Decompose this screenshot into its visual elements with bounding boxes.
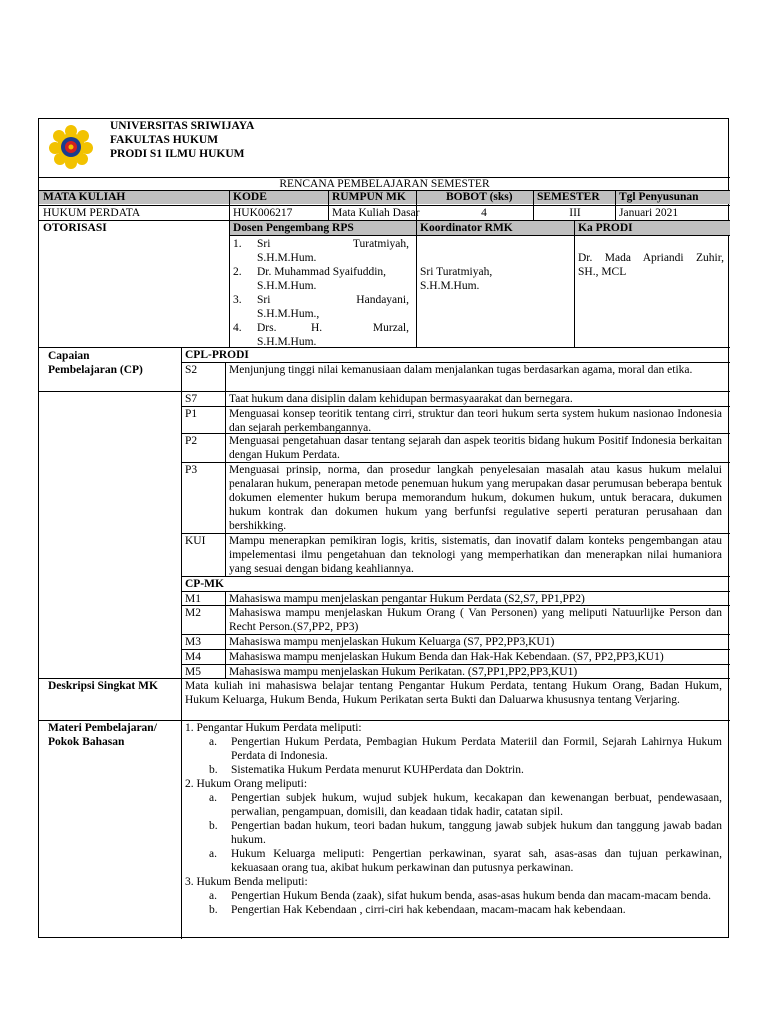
- cpl-text: Taat hukum dana disiplin dalam kehidupan bermasyaarakat dan bernegara.: [229, 393, 573, 405]
- col-semester: SEMESTER: [537, 191, 600, 203]
- materi-item: b. Sistematika Hukum Perdata menurut KUHPerdata dan Doktrin.: [209, 764, 524, 776]
- prodi-name: PRODI S1 ILMU HUKUM: [110, 148, 245, 160]
- cpl-code: S2: [185, 364, 198, 376]
- cpl-text: Menguasai konsep teoritik tentang cirri, struktur dan teori hukum serta system hukum nasionao Indonesia dan sejarah perkembangannya.: [229, 408, 722, 434]
- deskripsi-text: Mata kuliah ini mahasiswa belajar tentang Pengantar Hukum Perdata, tentang Hukum Orang, Badan Hukum, Hukum Keluarga, Hukum Benda, Hukum Perikatan serta Bukti dan Daluarwa khususnya tentang Verjaring.: [185, 680, 722, 706]
- cpmk-text: Mahasiswa mampu menjelaskan Hukum Orang ( Van Personen) yang meliputi Natuurlijke Person dan Recht Person.(S7,PP2, PP3): [229, 607, 722, 633]
- deskripsi-label: Deskripsi Singkat MK: [48, 680, 158, 692]
- materi-item: a. Hukum Keluarga meliputi: Pengertian perkawinan, syarat sah, asas-asas dan tujuan perkawinan, kekuasaan orang tua, akibat hukum perkawinan dan putusnya perkawinan.: [209, 848, 722, 874]
- cpl-code: S7: [185, 393, 198, 405]
- course-rumpun: Mata Kuliah Dasar: [332, 207, 420, 219]
- cpl-text: Menguasai pengetahuan dasar tentang sejarah dan aspek teoritis bidang hukum Positif Indonesia berkaitan dengan Hukum Perdata.: [229, 435, 722, 461]
- dosen-item: 3. Sri Handayani, S.H.M.Hum.,: [233, 294, 409, 320]
- course-semester: III: [569, 207, 581, 219]
- materi-item: a. Pengertian subjek hukum, wujud subjek hukum, kecakapan dan kewenangan berbuat, pendewasaan, perwalian, pengampuan, domisili, dan keadaan tidak hadir, catatan sipil.: [209, 792, 722, 818]
- cpmk-code: M2: [185, 607, 201, 619]
- dosen-item: 1. Sri Turatmiyah, S.H.M.Hum.: [233, 238, 409, 264]
- materi-section-title: 2. Hukum Orang meliputi:: [185, 778, 308, 790]
- koordinator-name-2: S.H.M.Hum.: [420, 280, 480, 292]
- col-mata-kuliah: MATA KULIAH: [43, 191, 126, 203]
- col-tgl: Tgl Penyusunan: [619, 191, 699, 203]
- cpl-header: CPL-PRODI: [185, 349, 249, 361]
- dosen-header: Dosen Pengembang RPS: [233, 222, 354, 234]
- cpl-code: P1: [185, 408, 198, 420]
- materi-content: [185, 721, 722, 917]
- materi-section-title: 1. Pengantar Hukum Perdata meliputi:: [185, 722, 362, 734]
- university-emblem-icon: [49, 125, 93, 169]
- cpl-code: P3: [185, 464, 198, 476]
- materi-item: a. Pengertian Hukum Benda (zaak), sifat hukum benda, asas-asas hukum benda dan macam-macam benda.: [209, 890, 711, 902]
- cp-label-2: Pembelajaran (CP): [48, 364, 143, 376]
- cpmk-code: M3: [185, 636, 201, 648]
- materi-section-title: 3. Hukum Benda meliputi:: [185, 876, 308, 888]
- cpmk-text: Mahasiswa mampu menjelaskan Hukum Perikatan. (S7,PP1,PP2,PP3,KU1): [229, 666, 578, 678]
- cpmk-header: CP-MK: [185, 578, 224, 590]
- materi-label-1: Materi Pembelajaran/: [48, 722, 157, 734]
- cp-label-1: Capaian: [48, 350, 90, 362]
- col-rumpun: RUMPUN MK: [332, 191, 406, 203]
- cpl-code: KUI: [185, 535, 206, 547]
- cpmk-code: M5: [185, 666, 201, 678]
- dosen-list: [233, 237, 409, 349]
- cpl-text: Menguasai prinsip, norma, dan prosedur langkah penyelesaian masalah atau kasus hukum melalui penalaran hukum, penerapan metode penemuan hukum yang merupakan dasar perumusan beberapa bentuk dokumen elementer hukum berupa memorandum hukum, dokumen hukum, untuk beracara, dukumen hukum kontrak dan dokumen hukum yang berfunfsi regulative seperti peraturan perusahaan dan bershikking.: [229, 464, 722, 532]
- dosen-item: 2. Dr. Muhammad Syaifuddin, S.H.M.Hum.: [233, 266, 387, 292]
- cpmk-text: Mahasiswa mampu menjelaskan Hukum Keluarga (S7, PP2,PP3,KU1): [229, 636, 555, 648]
- faculty-name: FAKULTAS HUKUM: [110, 134, 219, 146]
- koordinator-name-1: Sri Turatmiyah,: [420, 266, 493, 278]
- document-title: RENCANA PEMBELAJARAN SEMESTER: [279, 178, 490, 190]
- materi-item: b. Pengertian Hak Kebendaan , cirri-ciri hak kebendaan, macam-macam hak kebendaan.: [209, 904, 626, 916]
- course-tgl: Januari 2021: [619, 207, 679, 219]
- cpmk-text: Mahasiswa mampu menjelaskan Hukum Benda dan Hak-Hak Kebendaan. (S7, PP2,PP3,KU1): [229, 651, 664, 663]
- cpmk-code: M4: [185, 651, 201, 663]
- course-bobot: 4: [481, 207, 487, 219]
- kaprodi-name: Dr. Mada Apriandi Zuhir, SH., MCL: [578, 252, 724, 278]
- course-name: HUKUM PERDATA: [43, 207, 141, 219]
- koordinator-header: Koordinator RMK: [420, 222, 513, 234]
- rps-document: [38, 118, 729, 938]
- kaprodi-header: Ka PRODI: [578, 222, 633, 234]
- cpmk-text: Mahasiswa mampu menjelaskan pengantar Hukum Perdata (S2,S7, PP1,PP2): [229, 593, 585, 605]
- col-bobot: BOBOT (sks): [446, 191, 513, 203]
- materi-item: a. Pengertian Hukum Perdata, Pembagian Hukum Perdata Materiil dan Formil, Sejarah Lahirnya Hukum Perdata di Indonesia.: [209, 736, 722, 762]
- materi-label-2: Pokok Bahasan: [48, 736, 125, 748]
- otorisasi-label: OTORISASI: [43, 222, 107, 234]
- col-kode: KODE: [233, 191, 267, 203]
- course-code: HUK006217: [233, 207, 293, 219]
- cpl-text: Menjunjung tinggi nilai kemanusiaan dalam menjalankan tugas berdasarkan agama, moral dan etika.: [229, 364, 693, 376]
- university-name: UNIVERSITAS SRIWIJAYA: [110, 120, 255, 132]
- cpmk-code: M1: [185, 593, 201, 605]
- materi-item: b. Pengertian badan hukum, teori badan hukum, tanggung jawab subjek hukum dan tanggung jawab badan hukum.: [209, 820, 722, 846]
- dosen-item: 4. Drs. H. Murzal, S.H.M.Hum.: [233, 322, 409, 348]
- cpl-code: P2: [185, 435, 198, 447]
- cpl-text: Mampu menerapkan pemikiran logis, kritis, sistematis, dan inovatif dalam konteks pengembangan atau impelementasi ilmu pengetahuan dan teknologi yang memperhatikan dan menerapkan nilai humaniora yang sesuai dengan bidang keahliannya.: [229, 535, 722, 575]
